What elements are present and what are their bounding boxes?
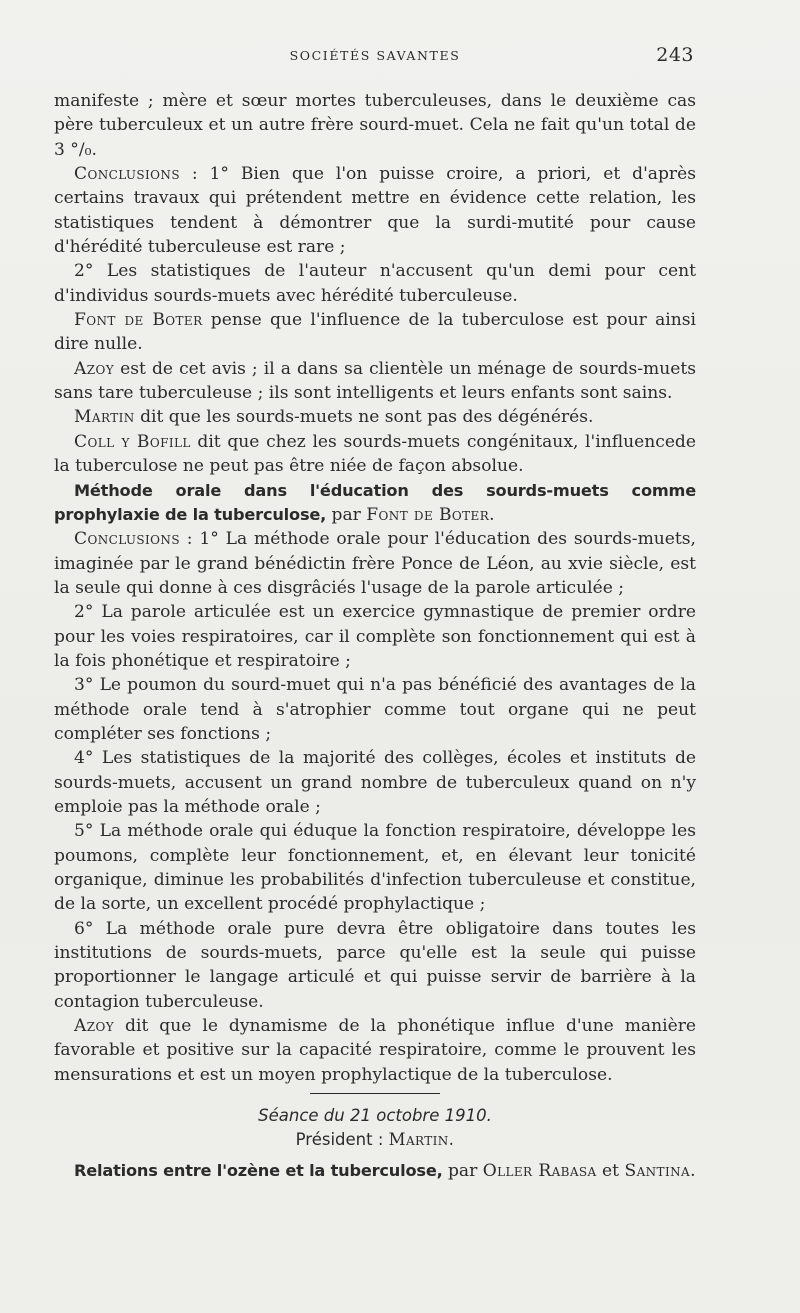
section-title-text: Relations entre l'ozène et la tuberculose, <box>74 1160 443 1180</box>
paragraph-text: dit que les sourds-muets ne sont pas des dégénérés. <box>134 407 594 428</box>
section-title-par: par <box>326 504 367 525</box>
president-label: Président : <box>295 1130 389 1150</box>
paragraph-text: dit que le dynamisme de la phonétique influe d'une manière favorable et positive sur la capacité respiratoire, comme le prouvent les mensurations et est un moyen prophylactique de la tuberculose. <box>54 1016 696 1085</box>
paragraph-lead: Conclusions <box>74 529 180 550</box>
paragraph-text: 2° Les statistiques de l'auteur n'accusent qu'un demi pour cent d'individus sourds-muets avec hérédité tuberculeuse. <box>54 261 696 306</box>
paragraph <box>54 600 696 673</box>
paragraph-text: 3° Le poumon du sourd-muet qui n'a pas bénéficié des avantages de la méthode orale tend à s'atrophier comme tout organe qui ne peut compléter ses fonctions ; <box>54 675 696 744</box>
paragraph-text: : 1° Bien que l'on puisse croire, a priori, et d'après certains travaux qui prétendent mettre en évidence cette relation, les statistiques tendent à démontrer que la surdi-mutité pour cause d'hérédité tuberculeuse est rare ; <box>54 164 696 258</box>
paragraph-text: 5° La méthode orale qui éduque la fonction respiratoire, développe les poumons, complète leur fonctionnement, et, en élevant leur tonicité organique, diminue les probabilités d'infection tuberculeuse et constitue, de la sorte, un excellent procédé prophylactique ; <box>54 821 696 915</box>
section-divider <box>310 1093 440 1094</box>
page-number: 243 <box>656 44 694 66</box>
paragraph <box>54 673 696 746</box>
paragraph <box>54 89 696 162</box>
paragraph-text: pense que l'influence de la tuberculose est pour ainsi dire nulle. <box>54 310 696 355</box>
president-name: Martin. <box>388 1130 455 1150</box>
section-title-text: Méthode orale dans l'éducation des sourds-muets comme prophylaxie de la tuberculose, <box>54 480 696 524</box>
paragraph-lead: Conclusions <box>74 164 180 185</box>
session-title: Séance du 21 octobre 1910. <box>258 1106 492 1126</box>
section-title <box>54 479 696 528</box>
paragraph-lead: Azoy <box>74 358 115 379</box>
paragraph-text: est de cet avis ; il a dans sa clientèle un ménage de sourds-muets sans tare tuberculeuse ; ils sont intelligents et leurs enfants sont sains. <box>54 358 696 404</box>
page-body <box>54 89 696 1183</box>
paragraph <box>54 308 696 357</box>
paragraph-text: dit que chez les sourds-muets congénitaux, l'influencede la tuberculose ne peut pas être niée de façon absolue. <box>54 431 696 477</box>
paragraph <box>54 527 696 600</box>
paragraph <box>54 819 696 916</box>
section-title-author: Font de Boter. <box>366 504 495 525</box>
paragraph <box>54 162 696 259</box>
paragraph <box>54 430 696 479</box>
paragraph <box>54 746 696 819</box>
paragraph <box>54 357 696 406</box>
paragraph-text: manifeste ; mère et sœur mortes tuberculeuses, dans le deuxième cas père tuberculeux et un autre frère sourd-muet. Cela ne fait qu'un total de 3 °/₀. <box>54 91 696 160</box>
session-president <box>54 1128 696 1152</box>
page-header <box>54 44 696 72</box>
paragraph <box>54 259 696 308</box>
section-title <box>54 1159 696 1183</box>
section-title-author2: Santina. <box>624 1160 696 1181</box>
paragraph-lead: Coll y Bofill <box>74 431 191 452</box>
paragraph-text: 2° La parole articulée est un exercice gymnastique de premier ordre pour les voies respiratoires, car il complète son fonctionnement qui est à la fois phonétique et respiratoire ; <box>54 602 696 671</box>
section-title-author: Oller Rabasa <box>482 1160 597 1181</box>
paragraph-lead: Font de Boter <box>74 310 203 331</box>
paragraph-text: : 1° La méthode orale pour l'éducation des sourds-muets, imaginée par le grand bénédictin frère Ponce de Léon, au xvie siècle, est la seule qui donne à ces disgrâciés l'usage de la parole articulée ; <box>54 529 696 598</box>
paragraph <box>54 1014 696 1087</box>
paragraph-lead: Azoy <box>74 1016 115 1037</box>
running-head: SOCIÉTÉS SAVANTES <box>289 48 461 63</box>
paragraph-lead: Martin <box>74 407 135 428</box>
paragraph-text: 4° Les statistiques de la majorité des collèges, écoles et instituts de sourds-muets, accusent un grand nombre de tuberculeux quand on n'y emploie pas la méthode orale ; <box>54 748 696 817</box>
section-title-par: par <box>442 1160 483 1181</box>
section-title-and: et <box>596 1160 625 1181</box>
paragraph <box>54 917 696 1014</box>
paragraph-text: 6° La méthode orale pure devra être obligatoire dans toutes les institutions de sourds-muets, parce qu'elle est la seule qui puisse proportionner le langage articulé et qui puisse servir de barrière à la contagion tuberculeuse. <box>54 918 696 1012</box>
paragraph <box>54 405 696 429</box>
